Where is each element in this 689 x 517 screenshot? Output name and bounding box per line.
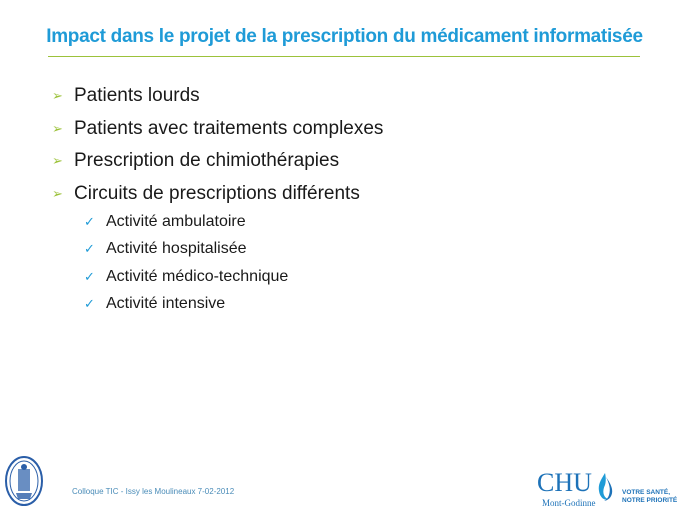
- slide-title: Impact dans le projet de la prescription du médicament informatisée: [46, 26, 643, 47]
- sub-bullet-label: Activité ambulatoire: [106, 212, 246, 230]
- sub-bullet-list: [84, 208, 288, 318]
- sub-bullet-item: [84, 291, 288, 319]
- arrow-right-icon: ➢: [52, 88, 63, 104]
- checkmark-icon: ✓: [84, 241, 95, 257]
- bullet-item: [52, 113, 383, 146]
- sub-bullet-label: Activité hospitalisée: [106, 240, 247, 258]
- bullet-label: Patients avec traitements complexes: [74, 117, 384, 139]
- checkmark-icon: ✓: [84, 296, 95, 312]
- chu-logo-text: CHU: [537, 468, 592, 497]
- bullet-item: [52, 145, 383, 178]
- sub-bullet-item: [84, 208, 288, 236]
- bullet-list: [52, 80, 383, 210]
- footer-text: Colloque TIC - Issy les Moulineaux 7-02-2012: [72, 487, 235, 496]
- bullet-item: [52, 178, 383, 211]
- sub-bullet-item: [84, 263, 288, 291]
- sub-bullet-item: [84, 236, 288, 264]
- arrow-right-icon: ➢: [52, 185, 63, 201]
- bullet-label: Patients lourds: [74, 85, 200, 107]
- arrow-right-icon: ➢: [52, 153, 63, 169]
- bullet-label: Prescription de chimiothérapies: [74, 150, 340, 172]
- drop-logo-icon: [596, 471, 614, 503]
- arrow-right-icon: ➢: [52, 120, 63, 136]
- logo-tagline: [622, 489, 677, 505]
- checkmark-icon: ✓: [84, 213, 95, 229]
- chu-logo-subtitle: Mont-Godinne: [542, 498, 596, 508]
- bullet-label: Circuits de prescriptions différents: [74, 182, 360, 204]
- sub-bullet-label: Activité intensive: [106, 295, 226, 313]
- sub-bullet-label: Activité médico-technique: [106, 267, 289, 285]
- checkmark-icon: ✓: [84, 268, 95, 284]
- tagline-line: NOTRE PRIORITÉ: [622, 497, 678, 504]
- title-underline: [48, 56, 640, 57]
- university-seal-icon: [4, 455, 44, 507]
- bullet-item: [52, 80, 383, 113]
- tagline-line: VOTRE SANTÉ,: [622, 489, 671, 496]
